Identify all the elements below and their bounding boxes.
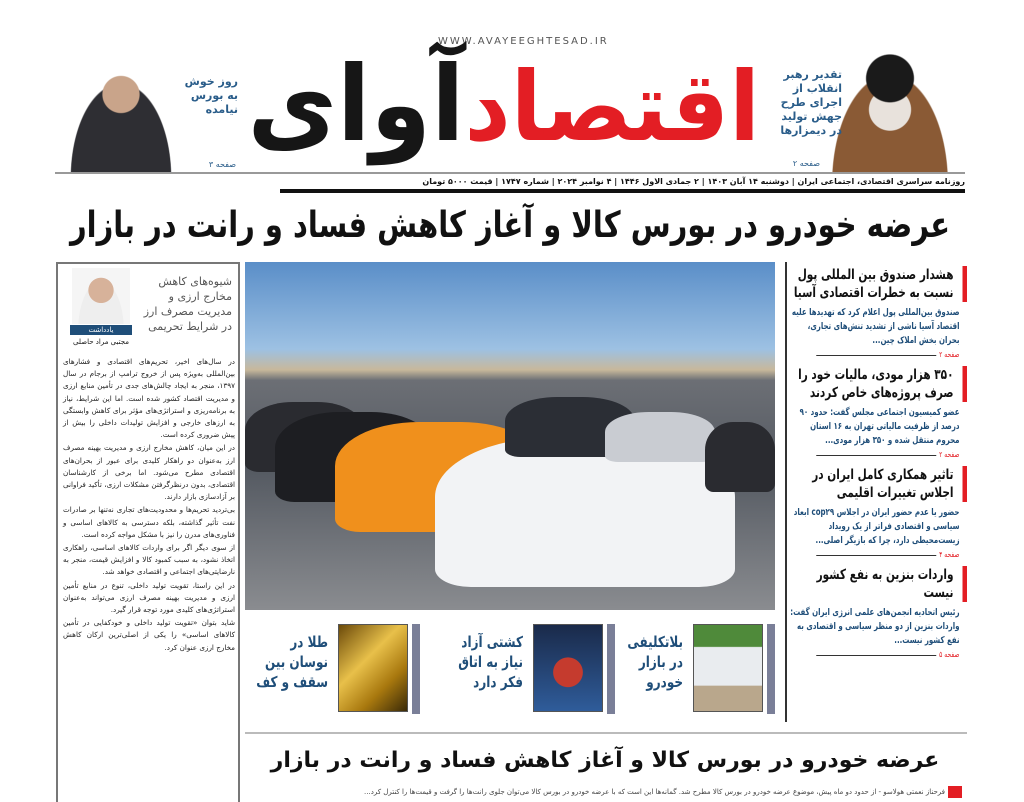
opinion-column	[56, 262, 240, 802]
news-briefs	[785, 262, 967, 722]
story-climate[interactable]	[787, 466, 967, 560]
story-headline: واردات بنزین به نفع کشور نیست	[787, 566, 967, 602]
column-title[interactable]: شیوه‌های کاهش مخارج ارزی و مدیریت مصرف ارز در شرایط تحریمی	[143, 275, 232, 333]
teaser-bar	[412, 624, 420, 714]
ref-line	[816, 555, 936, 556]
main-photo-car-lot	[245, 262, 775, 610]
story-headline: تاثیر همکاری کامل ایران در اجلاس تغییرات اقلیمی	[787, 466, 967, 502]
teaser-title: کشتی آزاد نیاز به اتاق فکر دارد	[458, 633, 523, 691]
page-ref: صفحه ۵	[939, 650, 960, 659]
paragraph: در این راستا، تقویت تولید داخلی، تنوع در منابع تأمین ارزی و مدیریت بهینه مصرف ارزی می‌تواند به‌عنوان استراتژی‌های کلیدی مورد توجه قرار گیرد.	[63, 580, 235, 615]
page-ref: صفحه ۲	[939, 450, 960, 459]
page-ref: صفحه ۴	[939, 550, 960, 559]
story-headline: هشدار صندوق بین المللی پول نسبت به خطرات اقتصادی آسیا	[787, 266, 967, 302]
teaser-wrestling[interactable]	[430, 624, 615, 714]
story-body: حضور یا عدم حضور ایران در اجلاس cop۲۹ ابعاد سیاسی و اقتصادی فراتر از یک رویداد زیست‌محیطی دارد، چرا که بازیگر اصلی...	[793, 507, 960, 546]
teaser-image	[533, 624, 603, 712]
logo-word-avaye: آوای	[247, 43, 465, 165]
teaser-bar	[607, 624, 615, 714]
teaser-bar	[767, 624, 775, 714]
author-photo	[72, 268, 130, 324]
story-body: رئیس اتحادیه انجمن‌های علمی انرژی ایران گفت: واردات بنزین از دو منظر سیاسی و اقتصادی به نفع کشور نیست...	[790, 607, 960, 646]
ref-line	[816, 455, 936, 456]
story-imf[interactable]	[787, 266, 967, 360]
bottom-headline-box[interactable]	[245, 746, 965, 776]
column-body	[63, 356, 235, 655]
bottom-lead: فرحناز نعمتی هولاسو - از حدود دو ماه پیش، موضوع عرضه خودرو در بورس کالا مطرح شد. گمانه‌ها این است که با عرضه خودرو در بورس کالا می‌توان جلوی رانت‌ها را گرفت و قیمت‌ها را کنترل کرد...	[364, 788, 945, 796]
column-badge: یادداشت	[70, 325, 132, 335]
masthead-rule	[280, 189, 965, 193]
red-marker	[948, 786, 962, 798]
story-body: صندوق بین‌المللی پول اعلام کرد که تهدیدها علیه اقتصاد آسیا ناشی از تشدید تنش‌های تجاری، بحران بخش املاک چین...	[791, 307, 960, 346]
left-teaser-title[interactable]: روز خوش به بورس نیامده	[184, 75, 238, 116]
paragraph: بی‌تردید تحریم‌ها و محدودیت‌های تجاری نه‌تنها بر صادرات نفت تأثیر گذاشته، بلکه دسترسی به کالاهای اساسی و فناوری‌های مدرن را نیز با مشکل مواجه کرده است.	[63, 505, 235, 539]
left-teaser-page: صفحه ۳	[208, 160, 236, 169]
paragraph: در سال‌های اخیر، تحریم‌های اقتصادی و فشارهای بین‌المللی به‌ویژه پس از خروج ترامپ از برجام در سال ۱۳۹۷، منجر به ایجاد چالش‌های جدی در تأمین منابع ارزی و مدیریت اقتصاد کشور شده است. اما این شرایط، نیاز به برنامه‌ریزی و استراتژی‌های مؤثر برای کاهش وابستگی به ارزهای خارجی و افزایش تولیدات داخلی را بیش از پیش ضروری کرده است.	[63, 357, 235, 440]
story-headline: ۳۵۰ هزار مودی، مالیات خود را صرف پروژه‌های خاص کردند	[787, 366, 967, 402]
author-name: مجتبی مراد حاصلی	[72, 338, 129, 346]
teaser-title: بلاتکلیفی در بازار خودرو	[627, 633, 683, 691]
divider	[245, 732, 967, 734]
divider	[55, 172, 965, 174]
story-gasoline[interactable]	[787, 566, 967, 660]
teaser-car-market[interactable]	[625, 624, 775, 714]
left-teaser-photo	[57, 58, 185, 172]
bottom-headline[interactable]: عرضه خودرو در بورس کالا و آغاز کاهش فساد و رانت در بازار	[270, 748, 940, 773]
ref-line	[816, 355, 936, 356]
story-body: عضو کمیسیون اجتماعی مجلس گفت: حدود ۹۰ درصد از ظرفیت مالیاتی تهران به ۱۶ استان محروم منتقل شده و ۳۵۰ هزار مودی...	[799, 407, 960, 446]
right-teaser-page: صفحه ۲	[792, 159, 820, 168]
page-ref: صفحه ۲	[939, 350, 960, 359]
story-tax[interactable]	[787, 366, 967, 460]
newspaper-logo	[240, 43, 760, 165]
paragraph: از سوی دیگر اگر برای واردات کالاهای اساسی، راهکاری اتخاذ نشود، به سبب کمبود کالا و افزایش قیمت، منجر به نارضایتی‌های اجتماعی و اقتصادی خواهد شد.	[63, 543, 235, 577]
ref-line	[816, 655, 936, 656]
website-url: WWW.AVAYEEGHTESAD.IR	[438, 36, 609, 47]
main-headline-box[interactable]	[70, 203, 950, 249]
dateline	[280, 177, 965, 187]
main-headline[interactable]: عرضه خودرو در بورس کالا و آغاز کاهش فساد و رانت در بازار	[70, 205, 950, 246]
right-teaser-title[interactable]: تقدیر رهبر انقلاب از اجرای طرح جهش تولید در دیمزارها	[780, 68, 842, 137]
teaser-title: طلا در نوسان بین سقف و کف	[256, 633, 328, 691]
paragraph: شاید بتوان «تقویت تولید داخلی و خودکفایی در تأمین کالاهای اساسی» را یکی از اصلی‌ترین ارکان کاهش مخارج ارزی عنوان کرد.	[63, 618, 235, 652]
teaser-image	[338, 624, 408, 712]
paragraph: در این میان، کاهش مخارج ارزی و مدیریت بهینه مصرف ارز به‌عنوان دو راهکار کلیدی برای عبور از بحران‌های اقتصادی مطرح می‌شود. اما برخی از کارشناسان اقتصادی، بدون درنظرگرفتن مشکلات ارزی، تأکید فراوانی بر آزادسازی بازار دارند.	[63, 443, 235, 502]
logo-word-eghtesad: اقتصاد	[464, 51, 760, 163]
dateline-text: روزنامه سراسری اقتصادی، اجتماعی ایران | دوشنبه ۱۴ آبان ۱۴۰۳ | ۲ جمادی الاول ۱۴۴۶ | ۴ نوامبر ۲۰۲۴ | شماره ۱۷۴۷ | قیمت ۵۰۰۰ تومان	[422, 177, 965, 186]
teaser-gold[interactable]	[245, 624, 420, 714]
teaser-image	[693, 624, 763, 712]
